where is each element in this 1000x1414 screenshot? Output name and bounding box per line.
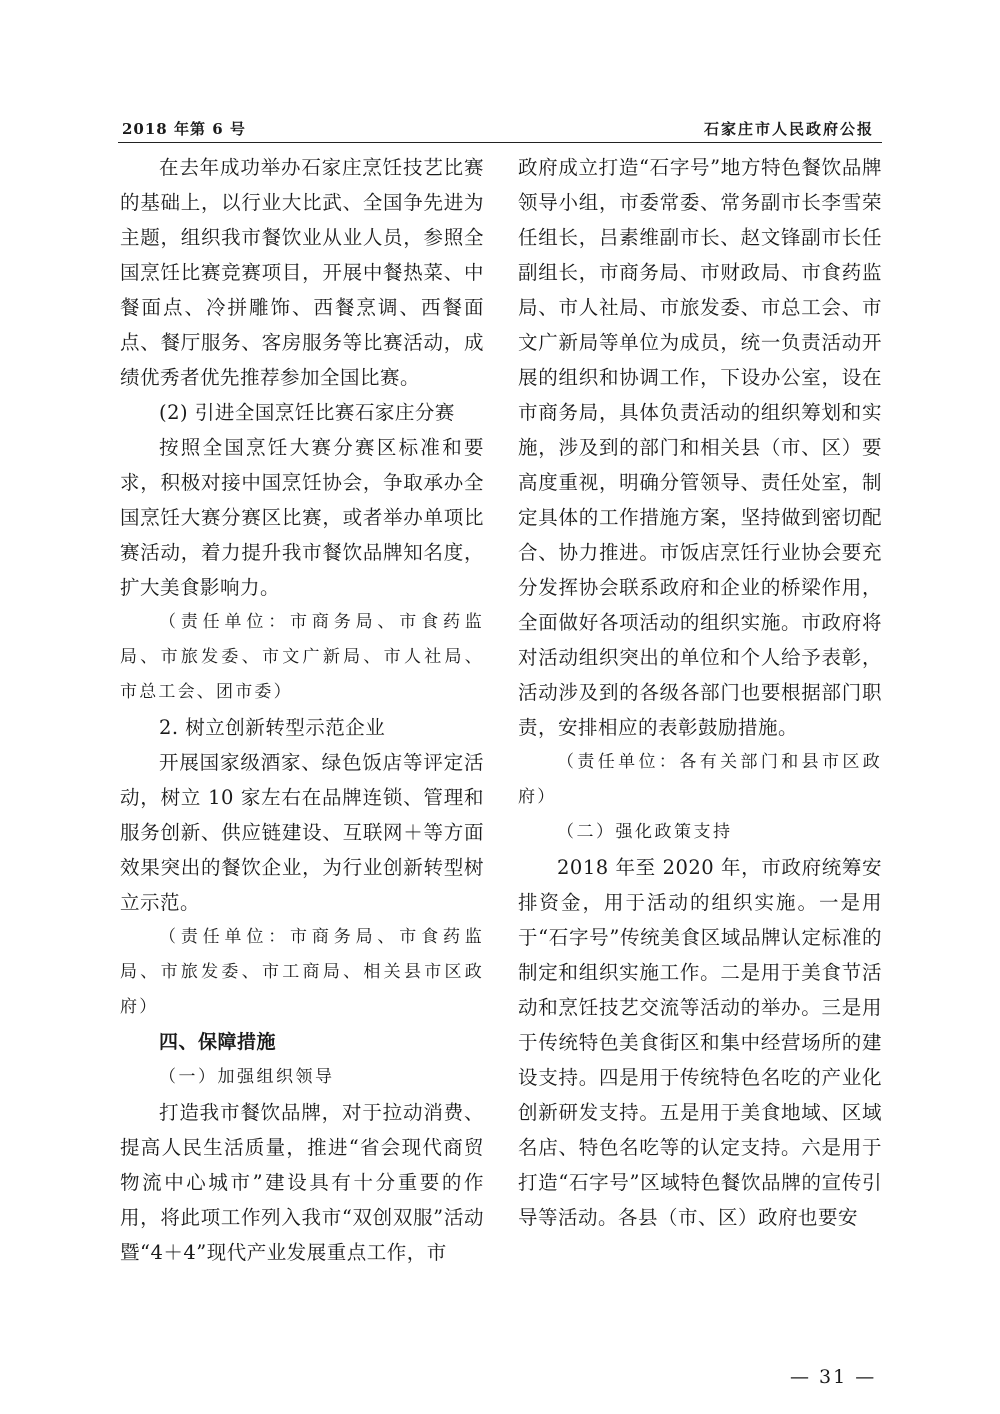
header-divider [118,142,882,143]
publication-title: 石家庄市人民政府公报 [703,120,874,138]
responsible-units: （责任单位：市商务局、市食药监局、市旅发委、市文广新局、市人社局、市总工会、团市委） [120,612,484,702]
paragraph: 在去年成功举办石家庄烹饪技艺比赛的基础上，以行业大比武、全国争先进为主题，组织我市餐饮业从业人员，参照全国烹饪比赛竞赛项目，开展中餐热菜、中餐面点、冷拼雕饰、西餐烹调、西餐面点、餐厅服务、客房服务等比赛活动，成绩优秀者优先推荐参加全国比赛。 [120,156,484,389]
issue-number: 2018 年第 6 号 [122,120,246,138]
paragraph: 打造我市餐饮品牌，对于拉动消费、提高人民生活质量，推进“省会现代商贸物流中心城市”建设具有十分重要的作用，将此项工作列入我市“双创双服”活动暨“4＋4”现代产业发展重点工作，市 [120,1101,484,1264]
paragraph: 按照全国烹饪大赛分赛区标准和要求，积极对接中国烹饪协会，争取承办全国烹饪大赛分赛区比赛，或者举办单项比赛活动，着力提升我市餐饮品牌知名度，扩大美食影响力。 [120,436,484,599]
left-column [120,150,484,1270]
paragraph: 开展国家级酒家、绿色饭店等评定活动，树立 10 家左右在品牌连锁、管理和服务创新、供应链建设、互联网＋等方面效果突出的餐饮企业，为行业创新转型树立示范。 [120,751,484,914]
page-number: — 31 — [790,1366,877,1388]
right-column [518,150,882,1235]
responsible-units: （责任单位：各有关部门和县市区政府） [518,752,882,807]
subsection-heading: (2) 引进全国烹饪比赛石家庄分赛 [159,401,455,424]
paragraph: 政府成立打造“石字号”地方特色餐饮品牌领导小组，市委常委、常务副市长李雪荣任组长，吕素维副市长、赵文锋副市长任副组长，市商务局、市财政局、市食药监局、市人社局、市旅发委、市总工会、市文广新局等单位为成员，统一负责活动开展的组织和协调工作，下设办公室，设在市商务局，具体负责活动的组织筹划和实施，涉及到的部门和相关县（市、区）要高度重视，明确分管领导、责任处室，制定具体的工作措施方案，坚持做到密切配合、协力推进。市饭店烹饪行业协会要充分发挥协会联系政府和企业的桥梁作用，全面做好各项活动的组织实施。市政府将对活动组织突出的单位和个人给予表彰，活动涉及到的各级各部门也要根据部门职责，安排相应的表彰鼓励措施。 [518,156,882,739]
subsection-heading: 2. 树立创新转型示范企业 [159,716,386,739]
section-heading: 四、保障措施 [159,1031,277,1053]
responsible-units: （责任单位：市商务局、市食药监局、市旅发委、市工商局、相关县市区政府） [120,927,484,1017]
subsection-heading: （二）强化政策支持 [557,822,733,842]
subsection-heading: （一）加强组织领导 [159,1067,335,1087]
page-header [118,118,882,140]
paragraph: 2018 年至 2020 年，市政府统筹安排资金，用于活动的组织实施。一是用于“石字号”传统美食区域品牌认定标准的制定和组织实施工作。二是用于美食节活动和烹饪技艺交流等活动的举办。三是用于传统特色美食街区和集中经营场所的建设支持。四是用于传统特色名吃的产业化创新研发支持。五是用于美食地域、区域名店、特色名吃等的认定支持。六是用于打造“石字号”区域特色餐饮品牌的宣传引导等活动。各县（市、区）政府也要安 [518,856,882,1229]
